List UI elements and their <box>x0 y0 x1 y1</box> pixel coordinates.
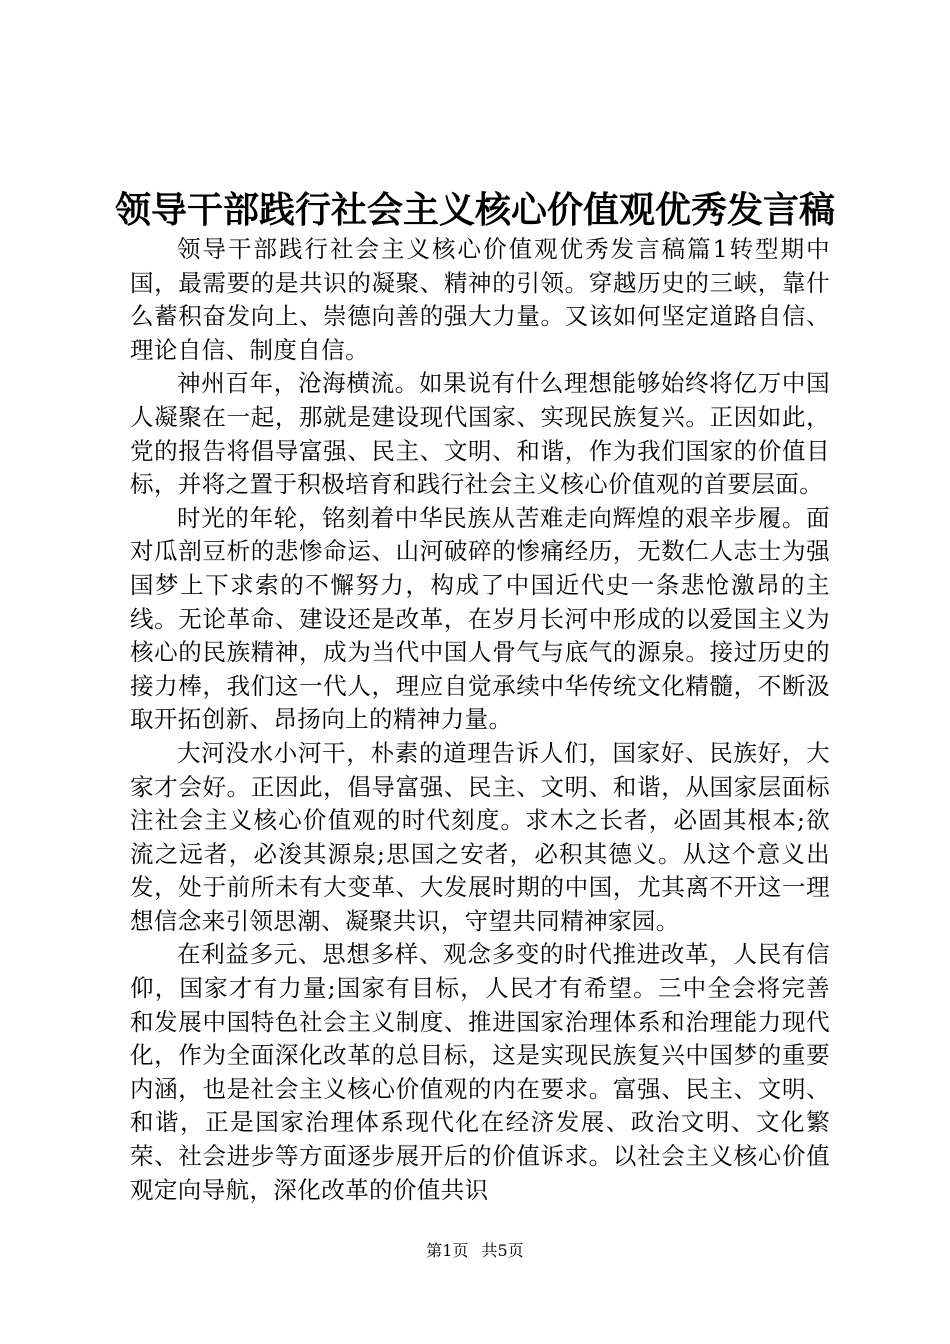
page-number-total: 共5页 <box>481 1241 524 1260</box>
document-title: 领导干部践行社会主义核心价值观优秀发言稿 <box>114 189 835 231</box>
document-body <box>130 233 830 1207</box>
page-footer <box>0 1240 950 1262</box>
page-number-current: 第1页 <box>426 1241 469 1260</box>
paragraph-3: 时光的年轮，铭刻着中华民族从苦难走向辉煌的艰辛步履。面对瓜剖豆析的悲惨命运、山河破碎的惨痛经历，无数仁人志士为强国梦上下求索的不懈努力，构成了中国近代史一条悲怆激昂的主线。无论革命、建设还是改革，在岁月长河中形成的以爱国主义为核心的民族精神，成为当代中国人骨气与底气的源泉。接过历史的接力棒，我们这一代人，理应自觉承续中华传统文化精髓，不断汲取开拓创新、昂扬向上的精神力量。 <box>130 503 830 734</box>
paragraph-4: 大河没水小河干，朴素的道理告诉人们，国家好、民族好，大家才会好。正因此，倡导富强、民主、文明、和谐，从国家层面标注社会主义核心价值观的时代刻度。求木之长者，必固其根本;欲流之远者，必浚其源泉;思国之安者，必积其德义。从这个意义出发，处于前所未有大变革、大发展时期的中国，尤其离不开这一理想信念来引领思潮、凝聚共识，守望共同精神家园。 <box>130 738 830 935</box>
paragraph-5: 在利益多元、思想多样、观念多变的时代推进改革，人民有信仰，国家才有力量;国家有目标，人民才有希望。三中全会将完善和发展中国特色社会主义制度、推进国家治理体系和治理能力现代化，作为全面深化改革的总目标，这是实现民族复兴中国梦的重要内涵，也是社会主义核心价值观的内在要求。富强、民主、文明、和谐，正是国家治理体系现代化在经济发展、政治文明、文化繁荣、社会进步等方面逐步展开后的价值诉求。以社会主义核心价值观定向导航，深化改革的价值共识 <box>130 940 830 1204</box>
paragraph-1: 领导干部践行社会主义核心价值观优秀发言稿篇1转型期中国，最需要的是共识的凝聚、精神的引领。穿越历史的三峡，靠什么蓄积奋发向上、崇德向善的强大力量。又该如何坚定道路自信、理论自信、制度自信。 <box>130 235 830 364</box>
paragraph-2: 神州百年，沧海横流。如果说有什么理想能够始终将亿万中国人凝聚在一起，那就是建设现代国家、实现民族复兴。正因如此，党的报告将倡导富强、民主、文明、和谐，作为我们国家的价值目标，并将之置于积极培育和践行社会主义核心价值观的首要层面。 <box>130 369 830 499</box>
